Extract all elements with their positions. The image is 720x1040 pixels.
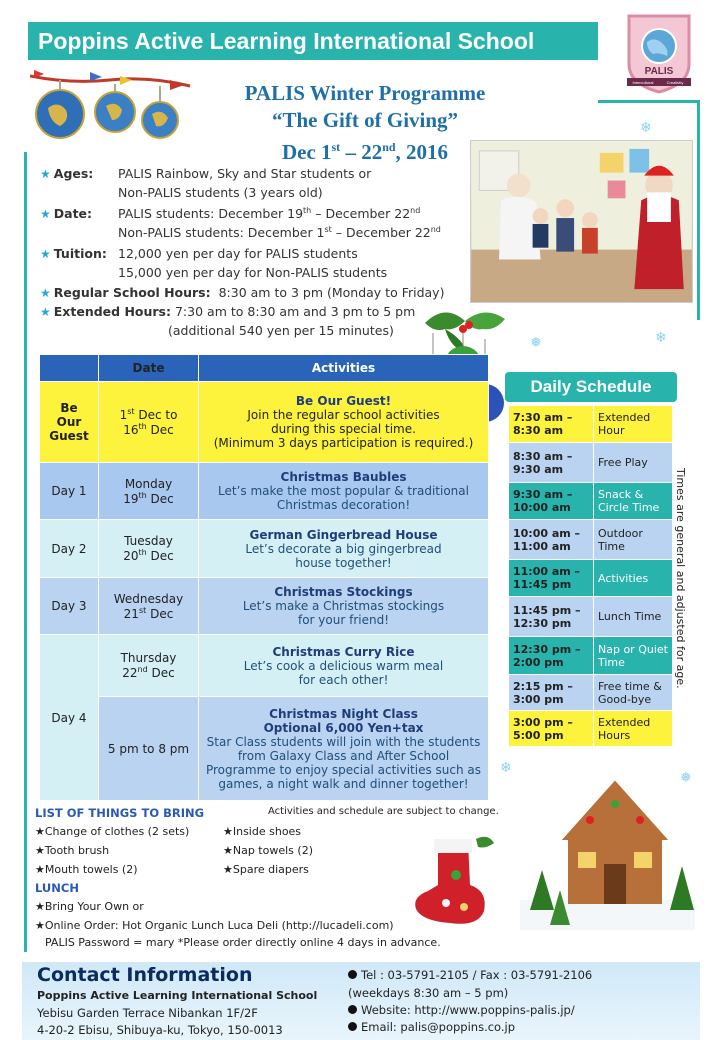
tuition-value: 12,000 yen per day for PALIS students <box>118 246 358 261</box>
row-label: Day 4 <box>40 635 99 801</box>
schedule-activity: Nap or Quiet Time <box>594 637 673 675</box>
schedule-note: Times are general and adjusted for age. <box>674 468 687 689</box>
snowflake-icon: ❄ <box>655 330 667 346</box>
schedule-row <box>509 637 673 675</box>
dates-sup: st <box>331 140 341 154</box>
schedule-time: 8:30 am – 9:30 am <box>509 443 594 483</box>
row-activity <box>199 578 489 635</box>
date-value-palis <box>118 206 420 221</box>
schedule-row <box>509 675 673 711</box>
table-header-activities: Activities <box>199 355 489 382</box>
stocking-illustration <box>398 835 508 930</box>
schedule-row <box>509 597 673 637</box>
date-text: – December 22 <box>331 225 431 241</box>
activity-title: Christmas Curry Rice <box>272 644 415 659</box>
activity-text: Star Class students will join with the students <box>206 734 481 749</box>
lunch-heading: LUNCH <box>35 881 79 895</box>
schedule-row <box>509 520 673 560</box>
table-row <box>40 697 489 801</box>
activity-text: Programme to enjoy special activities such as <box>205 762 482 777</box>
contact-heading: Contact Information <box>37 964 253 986</box>
date-sup: th <box>138 548 147 557</box>
tuition-value: 15,000 yen per day for Non-PALIS students <box>118 265 388 280</box>
schedule-activity: Extended Hour <box>594 406 673 443</box>
date-sup: nd <box>410 206 421 215</box>
lunch-option: ★Online Order: Hot Organic Lunch Luca Deli (http://lucadeli.com) <box>35 919 394 932</box>
schedule-row <box>509 443 673 483</box>
contact-org: Poppins Active Learning International School <box>37 989 318 1002</box>
logo-banner-left: Intercultural <box>632 80 654 85</box>
activity-text: during this special time. <box>271 422 416 436</box>
schedule-activity: Outdoor Time <box>594 520 673 560</box>
contact-email-text[interactable]: Email: palis@poppins.co.jp <box>361 1020 516 1034</box>
star-icon: ★ <box>40 247 51 261</box>
activity-text: Join the regular school activities <box>247 408 440 422</box>
bullet-icon <box>348 970 357 979</box>
activity-title: German Gingerbread House <box>249 527 438 542</box>
activities-table <box>39 354 489 801</box>
regular-hours-row <box>40 285 444 300</box>
gingerbread-house-illustration <box>520 760 695 930</box>
extended-hours-value: 7:30 am to 8:30 am and 3 pm to 5 pm <box>174 304 416 319</box>
schedule-activity: Free time & Good-bye <box>594 675 673 711</box>
lunch-option: ★Bring Your Own or <box>35 900 144 913</box>
table-row <box>40 520 489 578</box>
school-title-banner <box>28 22 598 60</box>
snowflake-icon: ❅ <box>680 770 692 786</box>
regular-hours-value: 8:30 am to 3 pm (Monday to Friday) <box>218 285 445 300</box>
activity-title: Christmas Baubles <box>280 470 407 484</box>
ages-label: Ages: <box>53 166 94 181</box>
activity-text: Let’s make the most popular & traditional <box>218 484 469 498</box>
tuition-row <box>40 246 107 261</box>
table-header-date: Date <box>99 355 199 382</box>
activity-text: for each other! <box>298 672 389 687</box>
activity-title: Optional 6,000 Yen+tax <box>263 720 424 735</box>
row-label-text: Our <box>56 415 82 429</box>
snowflake-icon: ❄ <box>500 760 512 776</box>
row-label-text: Guest <box>49 429 89 443</box>
activity-text: games, a night walk and dinner together! <box>218 776 469 791</box>
ages-row <box>40 166 93 181</box>
schedule-time: 2:15 pm – 3:00 pm <box>509 675 594 711</box>
contact-phone-text: Tel : 03-5791-2105 / Fax : 03-5791-2106 <box>361 968 593 982</box>
table-row <box>40 463 489 520</box>
date-text: 1 <box>119 408 128 422</box>
programme-theme: “The Gift of Giving” <box>271 108 459 132</box>
row-date <box>99 520 199 578</box>
activity-text: Let’s cook a delicious warm meal <box>243 658 444 673</box>
date-sup: nd <box>430 225 441 234</box>
bullet-icon <box>348 1022 357 1031</box>
contact-address: 4-20-2 Ebisu, Shibuya-ku, Tokyo, 150-0013 <box>37 1023 283 1037</box>
date-text: 20 <box>123 549 139 563</box>
dates-start: Dec 1 <box>281 140 332 164</box>
star-icon: ★ <box>40 305 51 319</box>
bring-heading: LIST OF THINGS TO BRING <box>35 806 205 820</box>
row-date <box>99 578 199 635</box>
date-sup: st <box>127 407 135 416</box>
daily-schedule-title: Daily Schedule <box>505 372 677 402</box>
regular-hours-label: Regular School Hours: <box>53 285 211 300</box>
schedule-row <box>509 406 673 443</box>
activity-text: Let’s make a Christmas stockings <box>242 599 445 613</box>
date-text: Dec <box>146 423 174 437</box>
row-date <box>99 463 199 520</box>
bring-item: ★Nap towels (2) <box>223 844 313 857</box>
row-activity <box>199 382 489 463</box>
activity-text: from Galaxy Class and After School <box>237 748 450 763</box>
date-sup: th <box>138 490 147 500</box>
date-text: Dec <box>146 549 174 563</box>
activity-text: Christmas decoration! <box>276 498 411 512</box>
contact-address: Yebisu Garden Terrace Nibankan 1F/2F <box>37 1006 258 1020</box>
bring-item: ★Inside shoes <box>223 825 302 838</box>
date-text: 19 <box>123 491 139 506</box>
daily-schedule-table <box>508 405 673 747</box>
date-value-non-palis <box>118 225 441 240</box>
table-header-row <box>40 355 489 382</box>
date-text: PALIS students: December 19 <box>118 206 304 222</box>
activity-title: Christmas Night Class <box>269 706 418 721</box>
row-label <box>40 382 99 463</box>
schedule-time: 10:00 am – 11:00 am <box>509 520 594 560</box>
date-text: Monday <box>124 476 173 491</box>
schedule-time: 7:30 am – 8:30 am <box>509 406 594 443</box>
bring-item: ★Spare diapers <box>223 863 309 876</box>
table-row <box>40 578 489 635</box>
date-text: Wednesday <box>113 591 184 606</box>
activity-text: Let’s decorate a big gingerbread <box>245 541 442 556</box>
schedule-activity: Activities <box>594 560 673 597</box>
row-activity <box>199 697 489 801</box>
date-sup: st <box>138 605 147 615</box>
ages-value: PALIS Rainbow, Sky and Star students or <box>118 166 372 181</box>
schedule-activity: Snack & Circle Time <box>594 483 673 520</box>
contact-email[interactable] <box>348 1020 515 1034</box>
row-date: 5 pm to 8 pm <box>99 697 199 801</box>
contact-phone <box>348 968 592 982</box>
row-date <box>99 382 199 463</box>
logo-banner-right: Creativity <box>666 80 684 85</box>
date-sup: th <box>303 206 312 215</box>
date-sup: nd <box>137 665 148 674</box>
snowflake-icon: ❅ <box>530 335 542 351</box>
schedule-row <box>509 560 673 597</box>
snowflake-icon: ❄ <box>640 120 652 136</box>
schedule-activity: Lunch Time <box>594 597 673 637</box>
star-icon: ★ <box>40 167 51 181</box>
table-row <box>40 382 489 463</box>
activity-title: Be Our Guest! <box>295 394 392 408</box>
contact-website[interactable] <box>348 1003 575 1017</box>
date-text: 16 <box>123 423 139 437</box>
activity-text: house together! <box>295 555 392 570</box>
schedule-row <box>509 711 673 747</box>
bring-item: ★Tooth brush <box>35 844 110 857</box>
date-label: Date: <box>53 206 93 221</box>
row-label-text: Be <box>60 401 78 415</box>
date-text: Dec to <box>134 408 178 422</box>
date-row <box>40 206 92 221</box>
bring-item: ★Mouth towels (2) <box>35 863 138 876</box>
contact-information <box>22 962 700 1040</box>
dates-year: , 2016 <box>395 140 449 164</box>
tuition-label: Tuition: <box>53 246 107 261</box>
extended-hours-note: (additional 540 yen per 15 minutes) <box>168 323 394 338</box>
date-sup: st <box>324 225 332 234</box>
date-text: 21 <box>123 606 139 621</box>
schedule-activity: Extended Hours <box>594 711 673 747</box>
activity-text: (Minimum 3 days participation is required.) <box>213 436 474 450</box>
ages-value: Non-PALIS students (3 years old) <box>118 185 323 200</box>
date-text: Thursday <box>120 651 177 665</box>
palis-logo <box>623 12 695 94</box>
star-icon: ★ <box>40 286 51 300</box>
extended-hours-row <box>40 304 415 319</box>
activity-title: Christmas Stockings <box>274 585 413 599</box>
schedule-time: 11:45 pm – 12:30 pm <box>509 597 594 637</box>
activity-text: for your friend! <box>297 613 390 627</box>
date-text: Dec <box>146 491 174 506</box>
programme-name: PALIS Winter Programme <box>244 81 486 105</box>
date-text: – December 22 <box>311 206 411 222</box>
contact-website-text[interactable]: Website: http://www.poppins-palis.jp/ <box>361 1003 575 1017</box>
decor-line <box>24 152 27 952</box>
schedule-time: 3:00 pm – 5:00 pm <box>509 711 594 747</box>
lunch-password-note: PALIS Password = mary *Please order directly online 4 days in advance. <box>45 936 441 949</box>
schedule-row <box>509 483 673 520</box>
row-activity <box>199 520 489 578</box>
row-activity <box>199 463 489 520</box>
school-title: Poppins Active Learning International School <box>38 28 535 54</box>
row-label: Day 1 <box>40 463 99 520</box>
bullet-icon <box>348 1005 357 1014</box>
decor-line <box>598 100 698 103</box>
date-text: Non-PALIS students: December 1 <box>118 225 325 241</box>
schedule-activity: Free Play <box>594 443 673 483</box>
decor-line <box>697 100 700 320</box>
santa-photo <box>470 140 693 303</box>
date-sup: th <box>138 422 147 431</box>
schedule-time: 9:30 am – 10:00 am <box>509 483 594 520</box>
row-label: Day 2 <box>40 520 99 578</box>
dates-sup: nd <box>382 140 396 154</box>
globe-ornaments-illustration <box>30 62 195 147</box>
logo-text: PALIS <box>644 66 674 77</box>
bring-item: ★Change of clothes (2 sets) <box>35 825 190 838</box>
date-text: Dec <box>147 666 175 680</box>
row-label: Day 3 <box>40 578 99 635</box>
date-text: 22 <box>122 666 138 680</box>
table-row <box>40 635 489 697</box>
schedule-time: 11:00 am – 11:45 pm <box>509 560 594 597</box>
row-date <box>99 635 199 697</box>
row-activity <box>199 635 489 697</box>
table-header-blank <box>40 355 99 382</box>
extended-hours-label: Extended Hours: <box>53 304 171 319</box>
contact-hours: (weekdays 8:30 am – 5 pm) <box>348 986 509 1000</box>
dates-mid: – 22 <box>340 140 383 164</box>
schedule-time: 12:30 pm – 2:00 pm <box>509 637 594 675</box>
date-text: Tuesday <box>124 534 173 548</box>
star-icon: ★ <box>40 207 51 221</box>
date-text: Dec <box>146 606 174 621</box>
subject-to-change-note: Activities and schedule are subject to change. <box>268 806 499 817</box>
